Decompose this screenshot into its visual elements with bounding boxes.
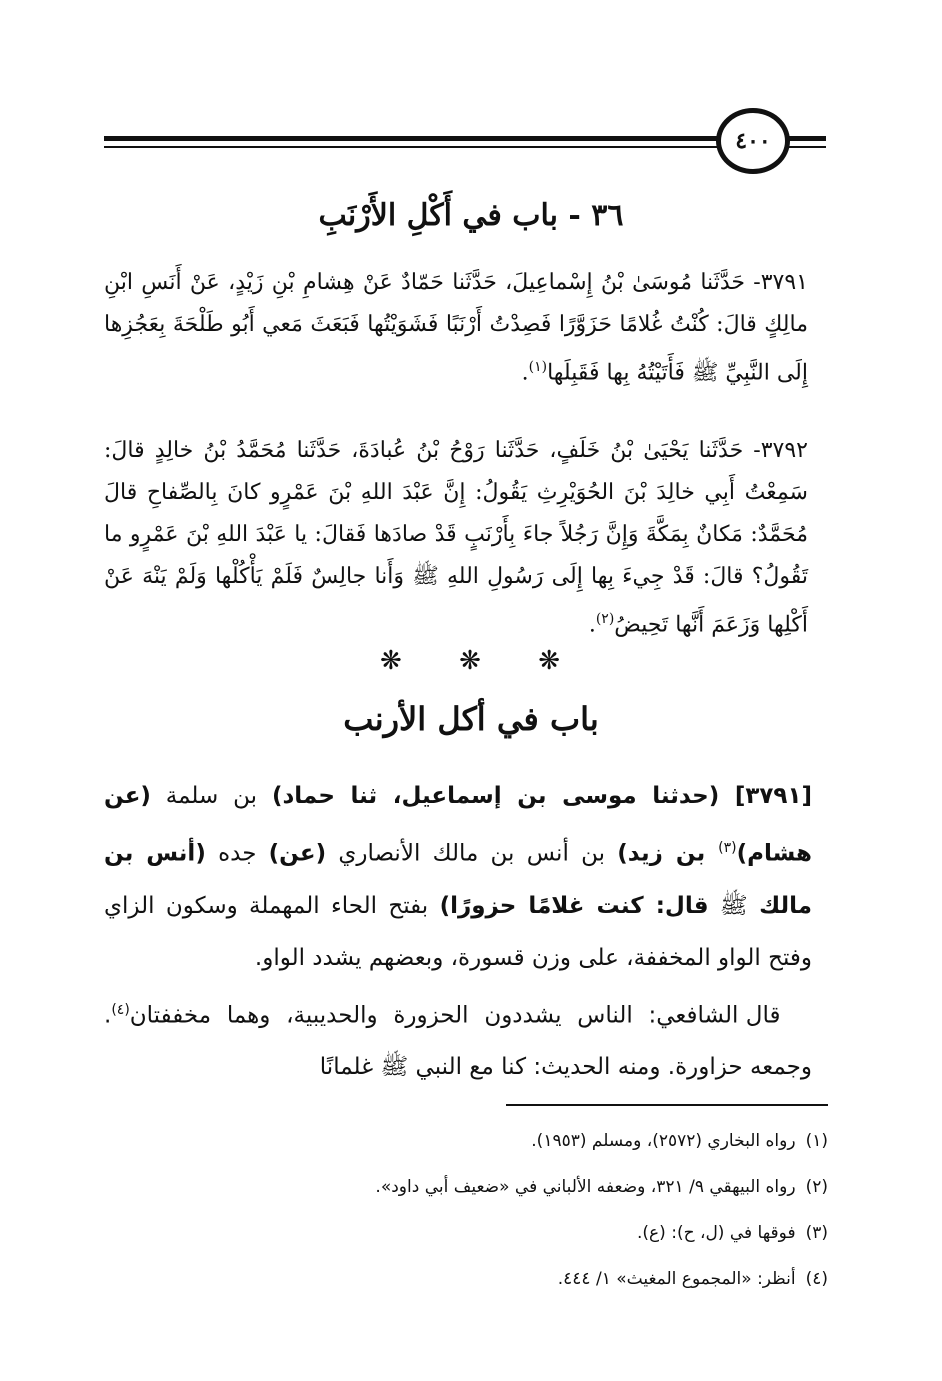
- footnote-number: (٣): [805, 1223, 828, 1243]
- star-ornament: ❋: [459, 646, 481, 676]
- footnote-text: رواه البيهقي ٩/ ٣٢١، وضعفه الألباني في «ضعيف أبي داود».: [375, 1177, 796, 1197]
- section-separator: [380, 646, 560, 676]
- quoted-text: بن زيد): [617, 840, 719, 867]
- chapter-title: ٣٦ - باب في أَكْلِ الأَرْنَبِ: [318, 198, 624, 233]
- quoted-text: (أنس بن مالك: [104, 840, 812, 919]
- footnote: [104, 1164, 828, 1210]
- commentary-text: بفتح الحاء المهملة وسكون الزاي وفتح الواو المخففة، على وزن قسورة، وبعضهم يشدد الواو.: [104, 892, 812, 971]
- footnote-rule: [506, 1104, 828, 1106]
- hadith-text: ٣٧٩١- حَدَّثَنا مُوسَىٰ بْنُ إِسْماعِيلَ، حَدَّثَنا حَمّادٌ عَنْ هِشامِ بْنِ زَيْدٍ، عَنْ أَنَسِ ابْنِ مالِكٍ قالَ: كُنْتُ غُلامًا حَزَوَّرًا فَصِدْتُ أَرْنَبًا فَشَوَيْتُها فَبَعَثَ مَعي أَبُو طَلْحَةَ بِعَجُزِها إِلَى النَّبِيِّ ﷺ فَأَتَيْتُهُ بِها فَقَبِلَها: [104, 270, 808, 386]
- quoted-text: (عن هشام): [104, 783, 812, 867]
- footnote-ref: (٢): [595, 611, 615, 627]
- footnote-ref: (١): [528, 359, 548, 375]
- commentary-text: بن سلمة: [150, 783, 272, 809]
- footnote-number: (٤): [805, 1269, 828, 1289]
- quoted-text: قال: كنت غلامًا حزورًا): [439, 892, 709, 919]
- header-rule-tail-thin: [786, 146, 826, 148]
- hadith-3792: [104, 430, 808, 646]
- footnote-text: رواه البخاري (٢٥٧٢)، ومسلم (١٩٥٣).: [531, 1131, 796, 1151]
- footnote-ref: (٤): [111, 1001, 130, 1018]
- footnote: [104, 1256, 828, 1302]
- commentary-text: . وجمعه حزاورة. ومنه الحديث: كنا مع النبي ﷺ غلمانًا: [104, 1002, 812, 1081]
- commentary-text: بن أنس بن مالك الأنصاري: [326, 840, 618, 867]
- header-rule-thin: [104, 146, 720, 148]
- footnote-number: (٢): [805, 1177, 828, 1197]
- star-ornament: ❋: [538, 646, 560, 676]
- quoted-text: (عن): [268, 840, 327, 867]
- footnote-text: أنظر: «المجموع المغيث» ١/ ٤٤٤.: [557, 1269, 796, 1289]
- header-rule: [104, 136, 720, 141]
- hadith-text: ٣٧٩٢- حَدَّثَنا يَحْيَىٰ بْنُ خَلَفٍ، حَدَّثَنا رَوْحُ بْنُ عُبادَةَ، حَدَّثَنا مُحَمَّدُ بْنُ خالِدٍ قالَ: سَمِعْتُ أَبِي خالِدَ بْنَ الحُوَيْرِثِ يَقُولُ: إِنَّ عَبْدَ اللهِ بْنَ عَمْرٍو كانَ بِالصِّفاحِ قالَ مُحَمَّدٌ: مَكانٌ بِمَكَّةَ وَإِنَّ رَجُلاً جاءَ بِأَرْنَبٍ قَدْ صادَها فَقالَ: يا عَبْدَ اللهِ بْنَ عَمْرٍو ما تَقُولُ؟ قالَ: قَدْ جِيءَ بِها إِلَى رَسُولِ اللهِ ﷺ وَأَنا جالِسٌ فَلَمْ يَأْكُلْها وَلَمْ يَنْهَ عَنْ أَكْلِها وَزَعَمَ أَنَّها تَحِيضُ: [104, 438, 808, 638]
- commentary-paragraph: [104, 770, 812, 984]
- footnotes: [104, 1118, 828, 1302]
- commentary-text: جده: [205, 840, 269, 867]
- hadith-end: .: [521, 360, 529, 386]
- quoted-text: [٣٧٩١] (حدثنا موسى بن إسماعيل، ثنا حماد): [271, 783, 812, 809]
- hadith-3791: [104, 262, 808, 394]
- footnote-number: (١): [805, 1131, 828, 1151]
- commentary-title: باب في أكل الأرنب: [343, 700, 599, 738]
- footnote-text: فوقها في (ل، ح): (ع).: [637, 1223, 796, 1243]
- commentary-text: قال الشافعي: الناس يشددون الحزورة والحديبية، وهما مخففتان: [129, 1002, 781, 1029]
- star-ornament: ❋: [380, 646, 402, 676]
- commentary-paragraph: [104, 984, 812, 1094]
- page-number: ٤٠٠: [716, 108, 790, 174]
- header-rule-tail: [786, 136, 826, 141]
- footnote-ref: (٣): [718, 840, 737, 856]
- footnote: [104, 1118, 828, 1164]
- hadith-end: .: [588, 612, 596, 638]
- honorific: ﷺ: [708, 892, 760, 919]
- commentary-body: [104, 770, 812, 1093]
- footnote: [104, 1210, 828, 1256]
